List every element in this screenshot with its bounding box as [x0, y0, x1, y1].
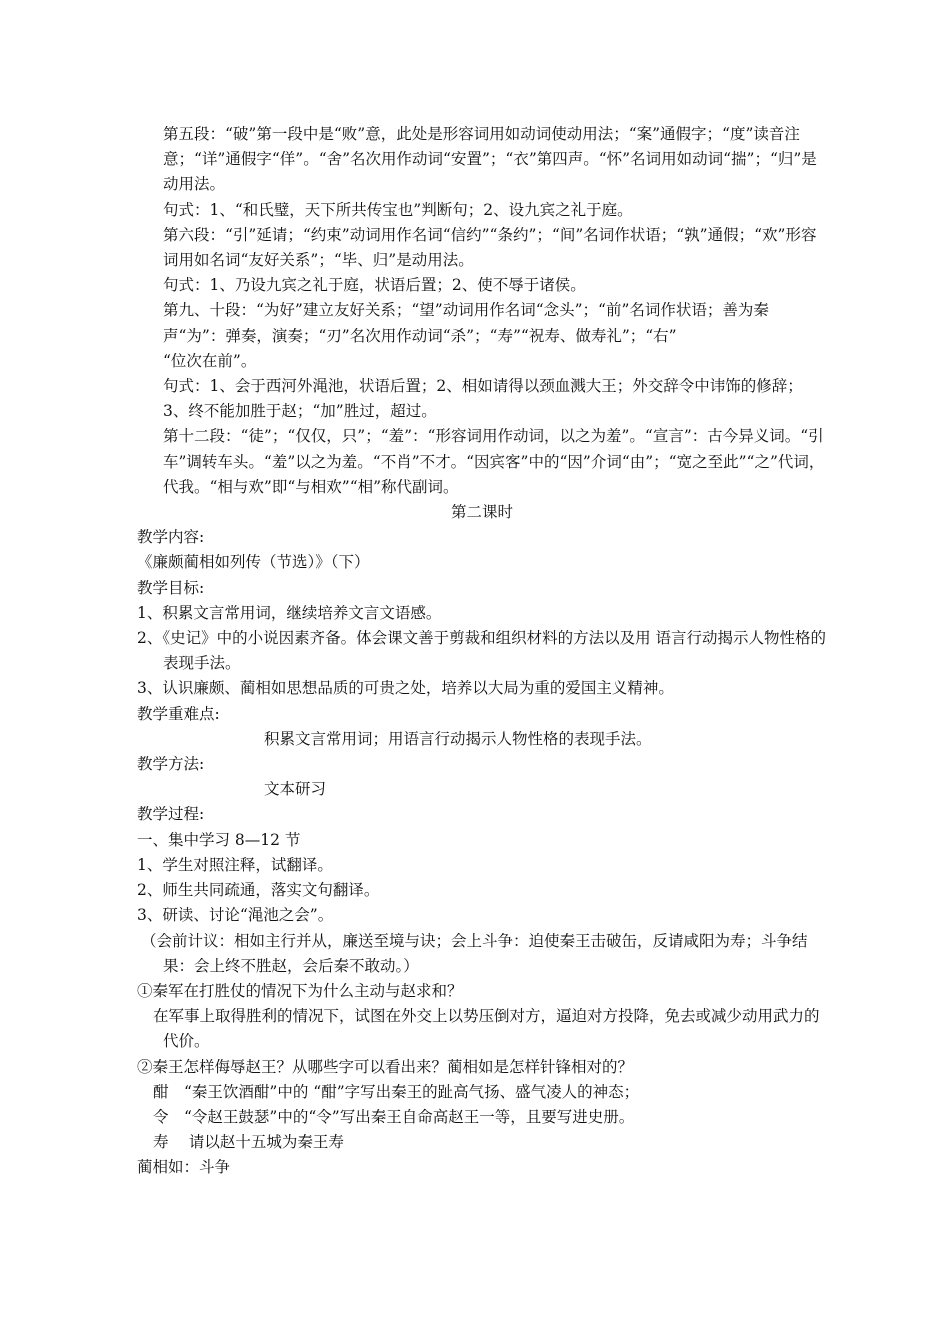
teaching-goal-2: 2、《史记》中的小说因素齐备。体会课文善于剪裁和组织材料的方法以及用 语言行动揭示人物性格的表现手法。	[137, 629, 827, 673]
process-step-1: 一、集中学习 8—12 节	[137, 830, 301, 849]
teaching-goal-1: 1、积累文言常用词，继续培养文言文语感。	[137, 603, 442, 622]
teaching-method-text: 文本研习	[264, 780, 327, 799]
teaching-goal-3: 3、认识廉颇、蔺相如思想品质的可贵之处，培养以大局为重的爱国主义精神。	[137, 679, 674, 698]
key-points-label: 教学重难点:	[137, 704, 220, 723]
teaching-content-title: 《廉颇蔺相如列传（节选）》（下）	[137, 553, 370, 572]
paragraph-section9-10-syntax: 句式：1、会于西河外渑池，状语后置；2、相如请得以颈血溅大王；外交辞令中讳饰的修辞；3、终不能加胜于赵；“加”胜过，超过。	[163, 377, 803, 421]
answer-1: 在军事上取得胜利的情况下，试图在外交上以势压倒对方，逼迫对方投降，免去或减少动用武力的代价。	[153, 1007, 820, 1051]
teaching-method-label: 教学方法:	[137, 755, 205, 774]
answer-2-ling: 令 “令赵王鼓瑟”中的“令”写出秦王自命高赵王一等，且要写进史册。	[153, 1107, 635, 1126]
key-points-text: 积累文言常用词；用语言行动揭示人物性格的表现手法。	[264, 729, 652, 748]
process-item-3: 3、研读、讨论“渑池之会”。	[137, 906, 334, 925]
process-item-1: 1、学生对照注释，试翻译。	[137, 855, 333, 874]
paragraph-section6-syntax: 句式：1、乃设九宾之礼于庭，状语后置；2、使不辱于诸侯。	[163, 276, 586, 295]
teaching-goals-label: 教学目标:	[137, 578, 205, 597]
question-1: ①秦军在打胜仗的情况下为什么主动与赵求和？	[137, 981, 463, 1000]
paragraph-section9-10: 第九、十段：“为好”建立友好关系；“望”动词用作名词“念头”；“前”名词作状语；善为秦声“为”：弹奏，演奏；“刃”名次用作动词“杀”；“寿”“祝寿、做寿礼”；“右”	[163, 301, 769, 345]
process-item-2: 2、师生共同疏通，落实文句翻译。	[137, 881, 380, 900]
answer-2-han: 酣 “秦王饮酒酣”中的 “酣”字写出秦王的趾高气扬、盛气凌人的神态；	[153, 1082, 640, 1101]
lesson-heading: 第二课时	[450, 503, 513, 522]
question-2: ②秦王怎样侮辱赵王？从哪些字可以看出来？蔺相如是怎样针锋相对的？	[137, 1057, 634, 1076]
teaching-content-label: 教学内容:	[137, 528, 205, 547]
paragraph-section9-10-cont: “位次在前”。	[163, 351, 257, 370]
teaching-process-label: 教学过程:	[137, 805, 205, 824]
answer-2-shou: 寿 请以赵十五城为秦王寿	[153, 1133, 344, 1152]
meeting-summary: （会前计议：相如主行并从，廉送至境与诀；会上斗争：迫使秦王击破缶，反请咸阳为寿；斗争结果：会上终不胜赵，会后秦不敢动。）	[141, 931, 808, 975]
paragraph-section6: 第六段：“引”延请；“约束”动词用作名词“信约”“条约”；“间”名词作状语；“孰”通假；“欢”形容词用如名词“友好关系”；“毕、归”是动用法。	[163, 225, 817, 270]
document-body	[137, 122, 827, 1181]
paragraph-section5-syntax: 句式：1、“和氏璧，天下所共传宝也”判断句；2、设九宾之礼于庭。	[163, 200, 633, 219]
lin-xiangru-label: 蔺相如：斗争	[137, 1158, 231, 1177]
paragraph-section12: 第十二段：“徒”；“仅仅，只”；“羞”：“形容词用作动词，以之为羞”。“宣言”：古今异义词。“引车”调转车头。“羞”以之为羞。“不肖”不才。“因宾客”中的“因”介词“由”；“宽之至此”“之”代词，代我。“相与欢”即“与相欢”“相”称代副词。	[163, 427, 825, 496]
paragraph-section5: 第五段：“破”第一段中是“败”意，此处是形容词用如动词使动用法；“案”通假字；“度”读音注意；“详”通假字“佯”。“舍”名次用作动词“安置”；“衣”第四声。“怀”名词用如动词“揣”；“归”是动用法。	[163, 125, 817, 194]
